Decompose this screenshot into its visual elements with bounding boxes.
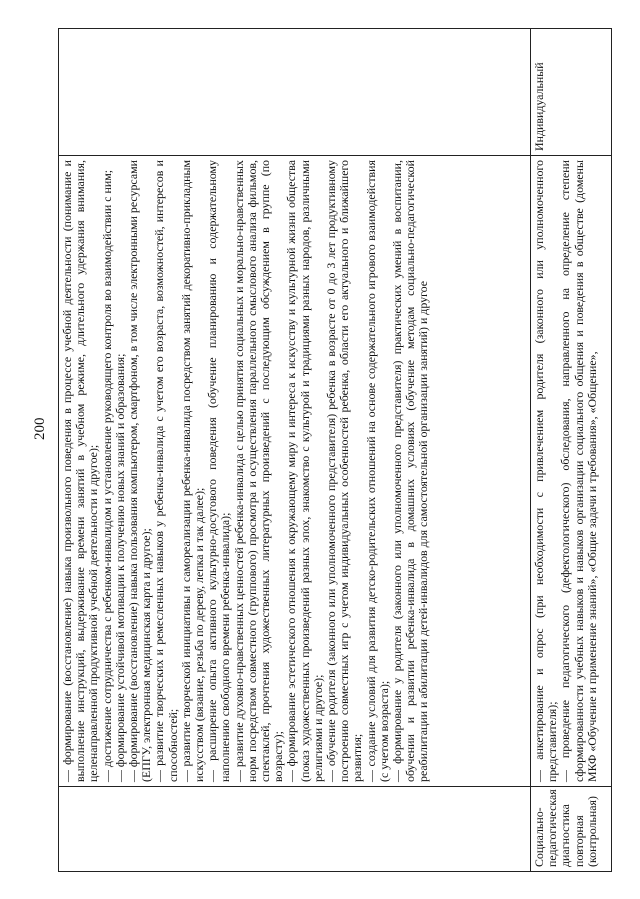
list-item: — формирование эстетического отношения к окружающему миру и интереса к искусству и культурной жизни общества (показ художественных произведений разных эпох, знакомство с культурой и традициями разных народов, различными религиями и другое); xyxy=(284,160,325,782)
list-item: — формирование (восстановление) навыка произвольного поведения в процессе учебной деятельности (понимание и выполнение инструкций, выдерживание времени занятий в учебном режиме, длительного удержания внимания, целенаправленной продуктивной учебной деятельности и другое); xyxy=(60,160,101,782)
table-cell-content xyxy=(531,156,612,787)
list-item: — обучение родителя (законного или уполномоченного представителя) ребенка в возрасте от 0 до 3 лет продуктивному построению совместных игр с учетом индивидуальных особенностей ребенка, области его актуального и ближайшего развития; xyxy=(324,160,365,782)
list-item: — развитие духовно-нравственных ценностей ребенка-инвалида с целью принятия социальных и морально-нравственных норм посредством совместного (группового) просмотра и осуществления параллельного смыслового анализа фильмов, спектаклей, прочтения художественных литературных произведений с последующим обсуждением в группе (по возрасту); xyxy=(231,160,286,782)
list-item: — развитие творческих и ремесленных навыков у ребенка-инвалида с учетом его возраста, возможностей, интересов и способностей; xyxy=(152,160,180,782)
list-item: — достижение сотрудничества с ребенком-инвалидом и установление руководящего контроля во взаимодействии с ним; xyxy=(99,169,114,782)
table-cell-content xyxy=(59,156,531,787)
list-item: — создание условий для развития детско-родительских отношений на основе содержательного игрового взаимодействия (с учетом возраста); xyxy=(363,160,391,782)
table-row xyxy=(531,29,612,872)
list-item: — формирование у родителя (законного или уполномоченного представителя) практических умений в воспитании, обучении и развитии ребенка-инвалида в домашних условиях (обучение методам социально-педагогической реабилитации и абилитации детей-инвалидов для самостоятельной организации занятий) и другое xyxy=(390,160,431,782)
list-item: — формирование устойчивой мотивации к получению новых знаний и образования; xyxy=(112,353,127,782)
table-cell-service-name xyxy=(59,787,531,872)
rotated-document-table xyxy=(58,28,612,872)
list-item: — анкетирование и опрос (при необходимости с привлечением родителя (законного или уполномоченного представителя); xyxy=(532,160,560,782)
table-cell-service-name: Социально-педагогическая диагностика повторная (контрольная) xyxy=(531,787,612,872)
list-item: — расширение опыта активного культурно-досугового поведения (обучение планированию и содержательному наполнению свободного времени ребенка-инвалида); xyxy=(205,160,233,782)
rehabilitation-table xyxy=(58,28,612,872)
table-cell-form: Индивидуальный xyxy=(531,29,612,156)
list-item: — формирование (восстановление) навыка пользования компьютером, смартфоном, в том числе электронными ресурсами (ЕПГУ, электронная медицинская карта и другое); xyxy=(126,160,154,782)
list-item: — развитие творческой инициативы и самореализации ребенка-инвалида посредством занятий декоративно-прикладным искусством (вязание, резьба по дереву, лепка и так далее); xyxy=(178,160,207,782)
list-item: — проведение педагогического (дефектологического) обследования, направленного на определение степени сформированности учебных навыков и навыков организации социального общения и поведения в обществе (домены МКФ «Обучение и применение знаний», «Общие задачи и требования», «Общение», xyxy=(558,160,599,782)
page-number: 200 xyxy=(32,417,48,440)
table-row xyxy=(59,29,531,872)
table-cell-form xyxy=(59,29,531,156)
